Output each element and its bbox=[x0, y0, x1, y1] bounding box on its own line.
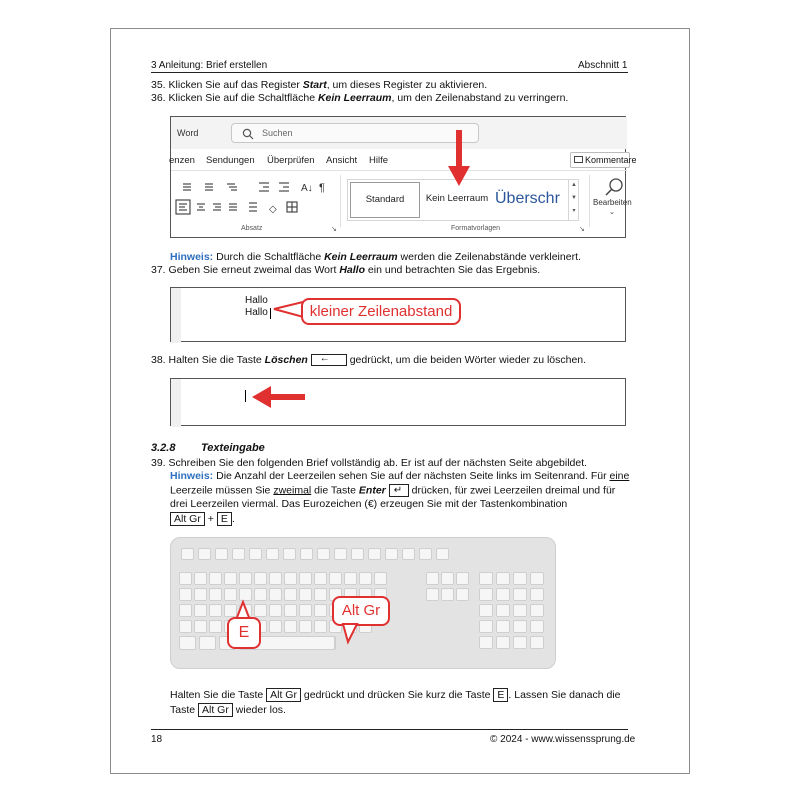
numpad-key bbox=[496, 620, 510, 633]
style-ueberschrift[interactable]: Überschr bbox=[495, 190, 560, 207]
numpad-key bbox=[479, 636, 493, 649]
red-arrow-down-icon bbox=[447, 128, 471, 190]
keyboard-key bbox=[402, 548, 415, 560]
keyboard-key bbox=[209, 572, 222, 585]
keyboard-key bbox=[426, 572, 439, 585]
keyboard-key bbox=[368, 548, 381, 560]
keyboard-key bbox=[266, 548, 279, 560]
tab-einfuegen[interactable]: enzen bbox=[169, 155, 195, 166]
numpad-key bbox=[496, 604, 510, 617]
step-bold: Hallo bbox=[339, 264, 366, 276]
hint-bold: Kein Leerraum bbox=[324, 251, 398, 263]
step-35 bbox=[151, 79, 487, 92]
hallo-line-2: Hallo bbox=[245, 307, 268, 318]
keyboard-key bbox=[209, 604, 222, 617]
keyboard-key bbox=[314, 604, 327, 617]
keyboard-key bbox=[181, 548, 194, 560]
section-title: Texteingabe bbox=[201, 442, 265, 454]
e-key: E bbox=[217, 512, 232, 526]
numpad-key bbox=[530, 572, 544, 585]
keyboard-key bbox=[179, 572, 192, 585]
tab-ansicht[interactable]: Ansicht bbox=[326, 155, 358, 166]
footer-page-number: 18 bbox=[151, 734, 163, 745]
step-bold: Kein Leerraum bbox=[317, 92, 392, 104]
numpad-key bbox=[496, 588, 510, 601]
step-text: Geben Sie erneut zweimal das Wort bbox=[168, 264, 340, 276]
keyboard-key bbox=[254, 604, 267, 617]
numpad-key bbox=[479, 588, 493, 601]
keyboard-key bbox=[224, 572, 237, 585]
numpad-key bbox=[530, 636, 544, 649]
numpad-key bbox=[530, 588, 544, 601]
closing-line-2 bbox=[170, 703, 286, 717]
backspace-key bbox=[311, 354, 347, 366]
dialog-launcher-icon[interactable]: ↘ bbox=[331, 226, 337, 233]
keyboard-key bbox=[299, 588, 312, 601]
page-margin bbox=[171, 379, 181, 427]
enter-key bbox=[389, 484, 409, 497]
callout-altgr: Alt Gr bbox=[332, 596, 390, 626]
footer-copyright: © 2024 - www.wissenssprung.de bbox=[490, 734, 636, 745]
hint-text: die Taste bbox=[311, 484, 359, 497]
step-bold: Start bbox=[302, 79, 327, 91]
numpad-key bbox=[513, 636, 527, 649]
keyboard-key bbox=[239, 572, 252, 585]
style-standard[interactable]: Standard bbox=[350, 182, 420, 218]
red-arrow-left-icon bbox=[251, 385, 307, 409]
step-number: 35. bbox=[151, 79, 166, 91]
comment-button[interactable] bbox=[570, 152, 637, 168]
step-number: 36. bbox=[151, 92, 166, 104]
callout-kleiner-zeilenabstand: kleiner Zeilenabstand bbox=[301, 298, 461, 325]
ribbon-divider bbox=[171, 170, 627, 171]
numpad-key bbox=[513, 572, 527, 585]
step-text: gedrückt, um die beiden Wörter wieder zu löschen. bbox=[349, 354, 587, 366]
keyboard-key bbox=[215, 548, 228, 560]
hint-text: Durch die Schaltfläche bbox=[213, 251, 325, 263]
callout-pointer bbox=[340, 622, 360, 644]
group-divider bbox=[589, 175, 590, 227]
group-label-absatz: Absatz bbox=[241, 225, 263, 232]
hint-2-line-1 bbox=[170, 470, 629, 483]
chevron-down-icon: ⌄ bbox=[609, 209, 615, 216]
keyboard-key bbox=[269, 588, 282, 601]
hint-2-line-2 bbox=[170, 484, 615, 497]
step-text: , um den Zeilenabstand zu verringern. bbox=[391, 92, 569, 104]
ribbon-screenshot bbox=[169, 116, 637, 238]
keyboard-key bbox=[374, 572, 387, 585]
keyboard-key bbox=[344, 572, 357, 585]
space-key bbox=[253, 636, 335, 650]
numpad-key bbox=[513, 588, 527, 601]
hint-1 bbox=[170, 251, 581, 264]
search-input[interactable] bbox=[231, 123, 479, 143]
step-text: Klicken Sie auf das Register bbox=[168, 79, 303, 91]
keyboard-key bbox=[209, 588, 222, 601]
keyboard-key bbox=[179, 636, 196, 650]
altgr-key: Alt Gr bbox=[266, 688, 301, 702]
numpad-key bbox=[513, 604, 527, 617]
section-number: 3.2.8 bbox=[151, 442, 176, 454]
svg-text:¶: ¶ bbox=[319, 182, 325, 194]
group-label-formatvorlagen: Formatvorlagen bbox=[451, 225, 501, 232]
find-icon[interactable] bbox=[605, 177, 625, 197]
keyboard-key bbox=[314, 588, 327, 601]
keyboard-key bbox=[314, 572, 327, 585]
keyboard-key bbox=[441, 588, 454, 601]
document-example-empty bbox=[170, 378, 626, 426]
text-cursor bbox=[270, 308, 271, 319]
keyboard-key bbox=[436, 548, 449, 560]
period: . bbox=[231, 513, 235, 525]
step-37 bbox=[151, 264, 540, 277]
step-text: ein und betrachten Sie das Ergebnis. bbox=[365, 264, 541, 276]
header-rule bbox=[151, 72, 628, 73]
step-text: Klicken Sie auf die Schaltfläche bbox=[168, 92, 318, 104]
hint-2-line-4 bbox=[170, 512, 235, 526]
altgr-key: Alt Gr bbox=[198, 703, 233, 717]
plus-sign: + bbox=[204, 513, 217, 525]
step-bold: Löschen bbox=[264, 354, 308, 366]
keyboard-key bbox=[456, 588, 469, 601]
hallo-line-1: Hallo bbox=[245, 295, 268, 306]
enter-icon: ↵ bbox=[393, 485, 403, 496]
closing-line-1 bbox=[170, 688, 621, 702]
keyboard-key bbox=[299, 572, 312, 585]
keyboard-key bbox=[179, 604, 192, 617]
closing-text: Halten Sie die Taste bbox=[170, 689, 267, 701]
hint-underlined: zweimal bbox=[273, 484, 312, 497]
keyboard-key bbox=[179, 620, 192, 633]
tab-ueberpruefen[interactable]: Überprüfen bbox=[267, 155, 315, 166]
step-text: Schreiben Sie den folgenden Brief vollständig ab. Er ist auf der nächsten Seite abgebildet. bbox=[168, 457, 588, 469]
numpad-key bbox=[530, 620, 544, 633]
group-divider bbox=[340, 175, 341, 227]
step-38 bbox=[151, 354, 586, 367]
gallery-scroll[interactable]: ▲ ▼ ▾ bbox=[568, 179, 579, 221]
step-number: 38. bbox=[151, 354, 166, 366]
numpad-key bbox=[479, 604, 493, 617]
keyboard-key bbox=[232, 548, 245, 560]
keyboard-key bbox=[209, 620, 222, 633]
keyboard-key bbox=[179, 588, 192, 601]
keyboard-key bbox=[249, 548, 262, 560]
keyboard-key bbox=[299, 604, 312, 617]
header-right: Abschnitt 1 bbox=[578, 60, 628, 71]
text-cursor bbox=[245, 390, 246, 402]
numpad-key bbox=[513, 620, 527, 633]
step-39 bbox=[151, 457, 587, 470]
keyboard-key bbox=[269, 620, 282, 633]
numpad-key bbox=[479, 620, 493, 633]
keyboard-key bbox=[359, 572, 372, 585]
keyboard-key bbox=[194, 620, 207, 633]
keyboard-key bbox=[284, 572, 297, 585]
keyboard-key bbox=[299, 620, 312, 633]
altgr-key: Alt Gr bbox=[170, 512, 205, 526]
arrow-left-icon: ← bbox=[319, 353, 330, 365]
hint-bold: Enter bbox=[358, 484, 386, 497]
step-number: 37. bbox=[151, 264, 166, 276]
keyboard-key bbox=[419, 548, 432, 560]
keyboard-key bbox=[329, 572, 342, 585]
search-placeholder: Suchen bbox=[262, 128, 293, 138]
keyboard-key bbox=[194, 604, 207, 617]
comment-icon bbox=[574, 156, 583, 163]
header-left: 3 Anleitung: Brief erstellen bbox=[151, 60, 268, 71]
keyboard-key bbox=[283, 548, 296, 560]
keyboard-key bbox=[284, 604, 297, 617]
callout-e: E bbox=[227, 617, 261, 649]
keyboard-key bbox=[194, 588, 207, 601]
e-key: E bbox=[493, 688, 508, 702]
paragraph-tools[interactable] bbox=[175, 175, 335, 221]
tab-hilfe[interactable]: Hilfe bbox=[369, 155, 389, 166]
hint-underlined: eine bbox=[609, 470, 630, 482]
document-example-hallo bbox=[170, 287, 626, 342]
keyboard-key bbox=[254, 588, 267, 601]
keyboard-key bbox=[300, 548, 313, 560]
hint-2-line-3: drei Leerzeilen viermal. Das Eurozeichen (€) erzeugen Sie mit der Tastenkombination bbox=[170, 498, 568, 510]
hint-text: Leerzeile müssen Sie bbox=[170, 484, 274, 497]
comment-label: Kommentare bbox=[585, 155, 637, 165]
keyboard-key bbox=[334, 548, 347, 560]
closing-text: Taste bbox=[170, 704, 199, 716]
numpad-key bbox=[530, 604, 544, 617]
closing-text: gedrückt und drücken Sie kurz die Taste bbox=[300, 689, 494, 701]
app-name: Word bbox=[177, 128, 199, 138]
hint-text: drücken, für zwei Leerzeilen dreimal und für bbox=[408, 484, 616, 497]
step-number: 39. bbox=[151, 457, 166, 469]
svg-text:A↓: A↓ bbox=[301, 183, 313, 194]
numpad-key bbox=[496, 636, 510, 649]
dialog-launcher-icon[interactable]: ↘ bbox=[579, 226, 585, 233]
closing-text: . Lassen Sie danach die bbox=[508, 689, 621, 701]
step-text: , um dieses Register zu aktivieren. bbox=[326, 79, 488, 91]
hint-text: Die Anzahl der Leerzeilen sehen Sie auf der nächsten Seite links im Seitenrand. Für bbox=[213, 470, 610, 482]
keyboard-key bbox=[314, 620, 327, 633]
keyboard-key bbox=[199, 636, 216, 650]
keyboard-key bbox=[194, 572, 207, 585]
keyboard-key bbox=[269, 604, 282, 617]
page-margin bbox=[171, 288, 181, 343]
keyboard-key bbox=[284, 620, 297, 633]
step-text: Halten Sie die Taste bbox=[168, 354, 265, 366]
numpad-key bbox=[496, 572, 510, 585]
style-kein-leerraum[interactable]: Kein Leerraum bbox=[425, 193, 489, 204]
keyboard-key bbox=[385, 548, 398, 560]
keyboard-key bbox=[351, 548, 364, 560]
hint-text: werden die Zeilenabstände verkleinert. bbox=[397, 251, 581, 263]
tab-sendungen[interactable]: Sendungen bbox=[206, 155, 255, 166]
hint-label: Hinweis: bbox=[170, 470, 214, 482]
footer-rule bbox=[151, 729, 628, 730]
svg-text:◇: ◇ bbox=[269, 204, 277, 215]
numpad-key bbox=[479, 572, 493, 585]
keyboard-key bbox=[198, 548, 211, 560]
keyboard-key bbox=[269, 572, 282, 585]
hint-label: Hinweis: bbox=[170, 251, 214, 263]
keyboard-key bbox=[456, 572, 469, 585]
keyboard-key bbox=[254, 572, 267, 585]
search-icon bbox=[242, 128, 254, 140]
keyboard-key bbox=[441, 572, 454, 585]
edit-label: Bearbeiten bbox=[593, 198, 632, 207]
keyboard-key bbox=[284, 588, 297, 601]
closing-text: wieder los. bbox=[232, 704, 286, 716]
keyboard-key bbox=[426, 588, 439, 601]
keyboard-key bbox=[317, 548, 330, 560]
step-36 bbox=[151, 92, 568, 105]
